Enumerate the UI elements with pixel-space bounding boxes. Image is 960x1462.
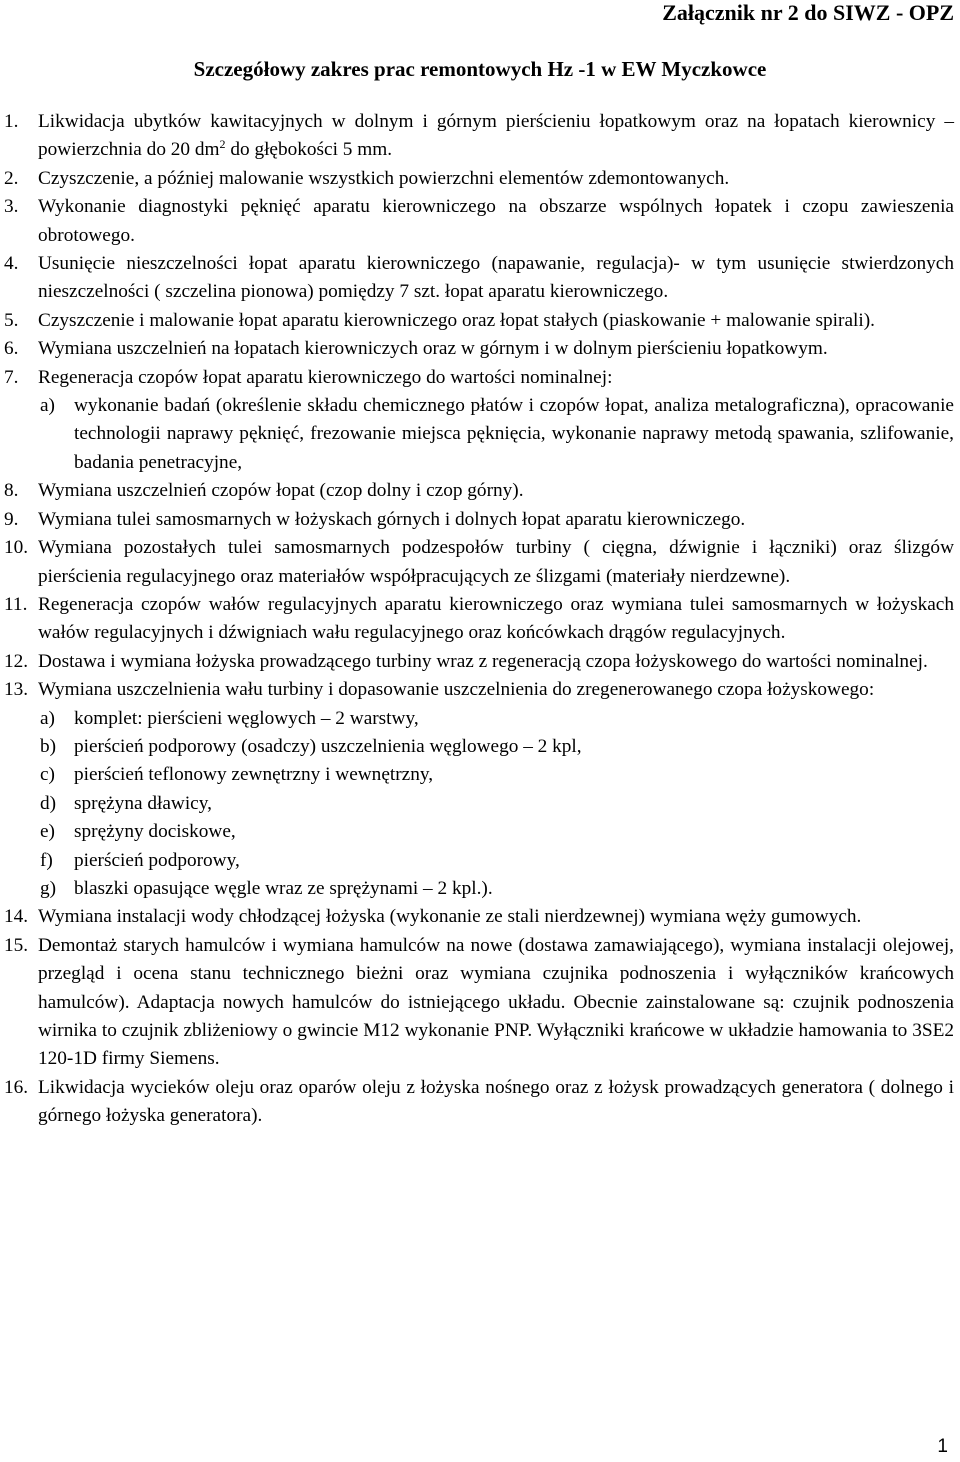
list-item [0,506,960,534]
sub-item-text: komplet: pierścieni węglowych – 2 warstwy, [74,707,419,729]
sub-item-letter: f) [40,849,53,871]
list-item [0,250,960,307]
list-item [0,193,960,250]
item-number: 7. [4,366,19,388]
sub-item-letter: g) [40,877,57,899]
list-item [0,1074,960,1131]
list-item [0,364,960,392]
sub-item-text: sprężyna dławicy, [74,792,212,814]
sub-item-letter: c) [40,764,55,786]
sub-item-text: wykonanie badań (określenie składu chemicznego płatów i czopów łopat, analiza metalograficzna), opracowanie technologii naprawy pęknięć, frezowanie miejsca pęknięcia, wykonanie naprawy metodą spawania, szlifowanie, badania penetracyjne, [74,395,954,473]
sub-item-text: pierścień teflonowy zewnętrzny i wewnętrzny, [74,764,434,786]
list-item [0,165,960,193]
item-number: 16. [4,1076,29,1098]
item-number: 13. [4,679,29,701]
item-number: 6. [4,338,19,360]
item-number: 11. [4,593,28,615]
item-text: Wymiana uszczelnień na łopatach kierowniczych oraz w górnym i w dolnym pierścieniu łopatkowym. [38,338,828,360]
item-text: Czyszczenie, a później malowanie wszystkich powierzchni elementów zdemontowanych. [38,167,730,189]
list-item [0,591,960,648]
item-text: Regeneracja czopów łopat aparatu kierowniczego do wartości nominalnej: [38,366,613,388]
list-item [0,534,960,591]
sub-item [0,875,960,903]
item-text: Regeneracja czopów wałów regulacyjnych aparatu kierowniczego oraz wymiana tulei samosmarnych w łożyskach wałów regulacyjnych i dźwigniach wału regulacyjnego oraz końcówkach drągów regulacyjnych. [38,593,954,644]
item-text: Wymiana uszczelnienia wału turbiny i dopasowanie uszczelnienia do zregenerowanego czopa łożyskowego: [38,679,875,701]
item-text: Czyszczenie i malowanie łopat aparatu kierowniczego oraz łopat stałych (piaskowanie + malowanie spirali). [38,309,875,331]
item-number: 15. [4,934,29,956]
sub-item [0,392,960,477]
sub-item-letter: b) [40,735,57,757]
item-text: Wymiana instalacji wody chłodzącej łożyska (wykonanie ze stali nierdzewnej) wymiana węży gumowych. [38,906,862,928]
document-title: Szczegółowy zakres prac remontowych Hz -1 w EW Myczkowce [193,57,767,81]
item-number: 8. [4,480,19,502]
item-text: Usunięcie nieszczelności łopat aparatu kierowniczego (napawanie, regulacja)- w tym usunięcie stwierdzonych nieszczelności ( szczelina pionowa) pomiędzy 7 szt. łopat aparatu kierowniczego. [38,253,954,303]
item-number: 3. [4,196,19,218]
sub-item-text: pierścień podporowy (osadczy) uszczelnienia węglowego – 2 kpl, [74,735,582,757]
item-number: 1. [4,111,19,132]
list-item [0,477,960,505]
sub-item [0,847,960,875]
scope-list [0,108,960,1131]
attachment-label: Załącznik nr 2 do SIWZ - OPZ [662,0,954,25]
item-number: 14. [4,906,29,928]
item-number: 9. [4,508,19,530]
sub-item-letter: a) [40,707,55,729]
item-text: Wymiana tulei samosmarnych w łożyskach górnych i dolnych łopat aparatu kierowniczego. [38,508,746,530]
sub-item-letter: a) [40,395,55,417]
sub-item [0,818,960,846]
sub-item [0,733,960,761]
item-text: Demontaż starych hamulców i wymiana hamulców na nowe (dostawa zamawiającego), wymiana instalacji olejowej, przegląd i ocena stanu technicznego bieżni oraz wymiana czujnika podnoszenia i wyłączników krańcowych hamulców). Adaptacja nowych hamulców do istniejącego układu. Obecnie zainstalowane są: czujnik podnoszenia wirnika to czujnik zbliżeniowy o gwincie M12 wykonanie PNP. Wyłączniki krańcowe w układzie hamowania to 3SE2 120-1D firmy Siemens. [38,934,954,1070]
sub-item [0,790,960,818]
sub-item-letter: d) [40,792,57,814]
list-item [0,108,960,165]
item-text: Likwidacja wycieków oleju oraz oparów oleju z łożyska nośnego oraz z łożysk prowadzących generatora ( dolnego i górnego łożyska generatora). [38,1076,954,1127]
sub-item [0,761,960,789]
sub-item-text: pierścień podporowy, [74,849,240,871]
item-text: Wymiana pozostałych tulei samosmarnych podzespołów turbiny ( cięgna, dźwignie i łączniki) oraz ślizgów pierścienia regulacyjnego oraz materiałów współpracujących ze ślizgami (materiały nierdzewne). [38,537,954,587]
item-number: 12. [4,650,29,672]
list-item [0,903,960,931]
sub-item-text: sprężyny dociskowe, [74,821,236,843]
list-item [0,932,960,1074]
item-text: Wykonanie diagnostyki pęknięć aparatu kierowniczego na obszarze wspólnych łopatek i czopu zawieszenia obrotowego. [38,196,954,246]
page-number: 1 [937,1436,948,1457]
list-item [0,307,960,335]
sub-item [0,705,960,733]
superscript: 2 [219,137,226,152]
list-item [0,648,960,676]
item-text: Dostawa i wymiana łożyska prowadzącego turbiny wraz z regeneracją czopa łożyskowego do wartości nominalnej. [38,650,928,672]
item-number: 4. [4,253,19,275]
list-item [0,676,960,704]
sub-item-text: blaszki opasujące węgle wraz ze sprężynami – 2 kpl.). [74,877,493,899]
item-text: Likwidacja ubytków kawitacyjnych w dolnym i górnym pierścieniu łopatkowym oraz na łopatach kierownicy – powierzchnia do 20 $dm^2$ do głębokości 5 mm. [38,111,954,161]
item-text: Wymiana uszczelnień czopów łopat (czop dolny i czop górny). [38,480,524,502]
item-number: 2. [4,167,19,189]
sub-item-letter: e) [40,821,55,843]
item-number: 10. [4,537,29,559]
list-item [0,335,960,363]
item-number: 5. [4,309,19,331]
